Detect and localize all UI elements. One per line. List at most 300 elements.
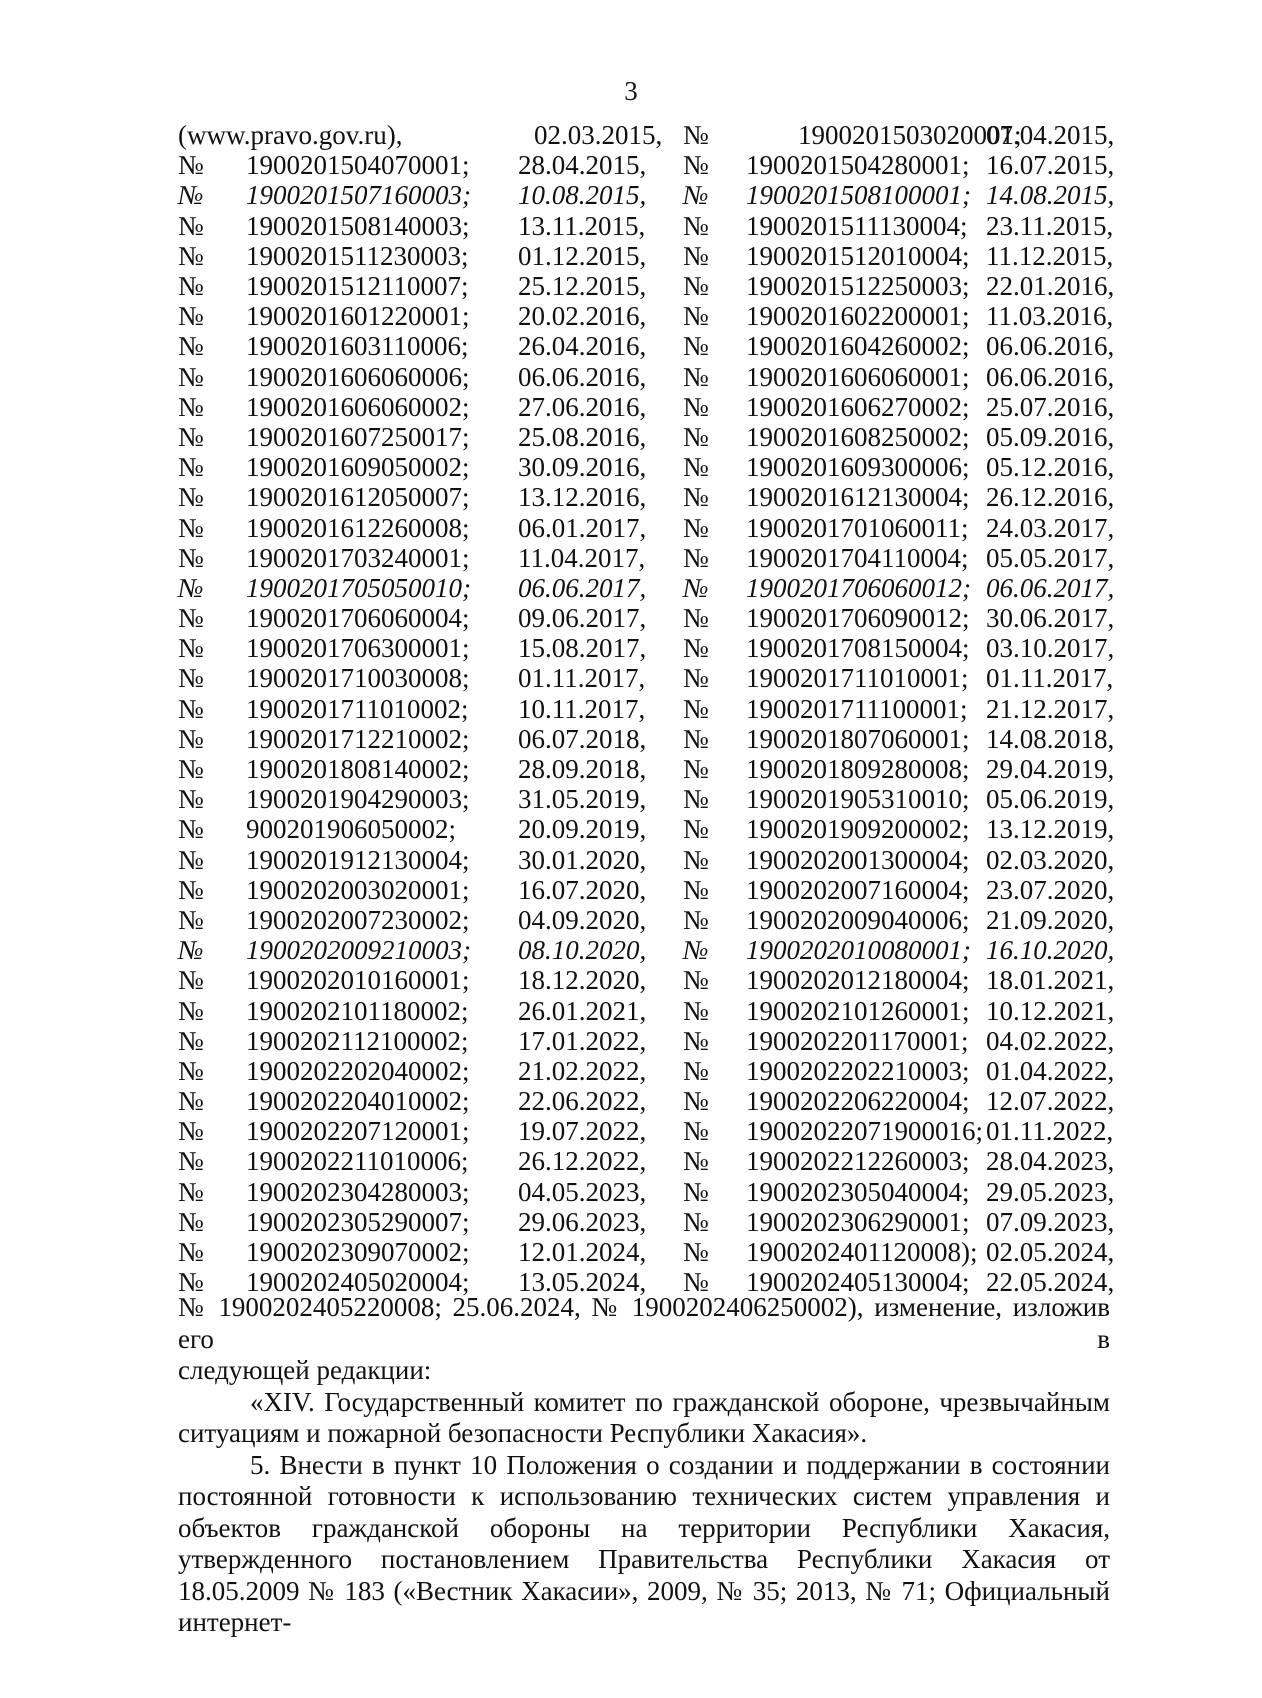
table-row <box>0 331 1200 361</box>
date-cell: 05.12.2016, <box>986 452 1115 483</box>
reg-number-cell: 1900201711100001; <box>746 693 968 724</box>
table-row <box>0 1177 1200 1207</box>
number-sign-cell: № <box>683 1116 709 1147</box>
margin-cell <box>1110 1267 1200 1297</box>
table-row <box>0 482 1200 512</box>
table-row <box>0 905 1200 935</box>
margin-cell <box>0 633 178 663</box>
table-row <box>0 211 1200 241</box>
margin-cell <box>1110 845 1200 875</box>
date-cell: 07.09.2023, <box>986 1206 1115 1237</box>
margin-cell <box>0 1177 178 1207</box>
date-cell: 10.08.2015, <box>518 180 647 211</box>
margin-cell <box>1110 1086 1200 1116</box>
date-cell: 15.08.2017, <box>518 633 647 664</box>
date-cell: 10.12.2021, <box>986 995 1115 1026</box>
number-sign-cell: № <box>178 421 204 452</box>
number-sign-cell: № <box>683 452 709 483</box>
reg-number-cell: 1900202101260001; <box>746 995 970 1026</box>
margin-cell <box>0 1056 178 1086</box>
date-cell: 05.09.2016, <box>986 421 1115 452</box>
margin-cell <box>0 331 178 361</box>
date-cell: 18.12.2020, <box>518 965 647 996</box>
date-cell: 01.11.2017, <box>986 663 1114 694</box>
margin-cell <box>0 995 178 1025</box>
reg-number-cell: 1900201712210002; <box>246 723 470 754</box>
margin-cell <box>1110 512 1200 542</box>
margin-cell <box>1110 1177 1200 1207</box>
reg-number-cell: 1900202202040002; <box>246 1055 470 1086</box>
date-cell: 01.12.2015, <box>518 240 647 271</box>
date-cell: 26.04.2016, <box>518 331 647 362</box>
number-sign-cell: № <box>178 935 204 966</box>
margin-cell <box>0 392 178 422</box>
number-sign-cell: № <box>178 180 204 211</box>
date-cell: 06.06.2016, <box>986 361 1115 392</box>
date-cell: 10.11.2017, <box>518 693 646 724</box>
reg-number-cell: 1900201507160003; <box>246 180 471 211</box>
reg-number-cell: 1900201603110006; <box>246 331 469 362</box>
reg-number-cell: 1900201909200002; <box>746 814 970 845</box>
margin-cell <box>0 1267 178 1297</box>
reg-number-cell: 1900202101180002; <box>246 995 469 1026</box>
table-row <box>0 1026 1200 1056</box>
reg-number-cell: 1900202405020004; <box>246 1267 470 1298</box>
margin-cell <box>0 1086 178 1116</box>
date-cell: 25.12.2015, <box>518 271 647 302</box>
number-sign-cell: № <box>178 361 204 392</box>
reg-number-cell: 1900201706060012; <box>746 572 971 603</box>
reg-number-cell: 1900201612130004; <box>746 482 970 513</box>
margin-cell <box>1110 482 1200 512</box>
number-sign-cell: № <box>683 120 709 151</box>
date-cell: 14.08.2015, <box>986 180 1115 211</box>
table-row <box>0 241 1200 271</box>
number-sign-cell: № <box>683 723 709 754</box>
date-cell: 02.03.2020, <box>986 844 1115 875</box>
reg-number-cell: 1900201607250017; <box>246 421 470 452</box>
date-cell: 30.01.2020, <box>518 844 647 875</box>
date-cell: 21.09.2020, <box>986 904 1115 935</box>
date-cell: 26.12.2022, <box>518 1146 647 1177</box>
date-cell: 05.05.2017, <box>986 542 1115 573</box>
reg-number-cell: 1900202202210003; <box>746 1055 970 1086</box>
reg-number-cell: 1900201503020001; <box>798 120 1022 151</box>
date-cell: 31.05.2019, <box>518 784 647 815</box>
text-line: № 1900202405220008; 25.06.2024, № 1900202406250002), изменение, изложив его в <box>178 1292 1110 1354</box>
table-row <box>0 392 1200 422</box>
reg-number-cell: 1900201608250002; <box>746 421 970 452</box>
date-cell: 30.06.2017, <box>986 603 1115 634</box>
registration-numbers-table <box>0 120 1200 1297</box>
number-sign-cell: № <box>178 512 204 543</box>
date-cell: 06.06.2017, <box>518 572 647 603</box>
margin-cell <box>1110 633 1200 663</box>
reg-number-cell: 1900201703240001; <box>246 542 470 573</box>
margin-cell <box>0 452 178 482</box>
table-row <box>0 845 1200 875</box>
number-sign-cell: № <box>683 1176 709 1207</box>
margin-cell <box>0 1237 178 1267</box>
margin-cell <box>1110 543 1200 573</box>
date-cell: 28.04.2015, <box>518 150 647 181</box>
table-row <box>0 1056 1200 1086</box>
number-sign-cell: № <box>683 935 709 966</box>
number-sign-cell: № <box>683 1206 709 1237</box>
margin-cell <box>1110 362 1200 392</box>
reg-number-cell: 1900202007160004; <box>746 874 970 905</box>
margin-cell <box>1110 452 1200 482</box>
reg-number-cell: 1900202112100002; <box>246 1025 469 1056</box>
margin-cell <box>0 150 178 180</box>
reg-number-cell: 1900201606270002; <box>746 391 970 422</box>
date-cell: 22.05.2024, <box>986 1267 1115 1298</box>
number-sign-cell: № <box>683 150 709 181</box>
margin-cell <box>1110 965 1200 995</box>
table-row <box>0 935 1200 965</box>
number-sign-cell: № <box>178 995 204 1026</box>
margin-cell <box>0 935 178 965</box>
margin-cell <box>1110 271 1200 301</box>
date-cell: 06.01.2017, <box>518 512 647 543</box>
reg-number-cell: 1900201511130004; <box>746 210 968 241</box>
number-sign-cell: № <box>683 603 709 634</box>
reg-number-cell: 1900201705050010; <box>246 572 471 603</box>
reg-number-cell: 1900202212260003; <box>746 1146 970 1177</box>
date-cell: 07.04.2015, <box>986 120 1115 151</box>
number-sign-cell: № <box>178 814 204 845</box>
reg-number-cell: 1900202206220004; <box>746 1086 970 1117</box>
reg-number-cell: 1900202211010006; <box>246 1146 469 1177</box>
margin-cell <box>0 814 178 844</box>
date-cell: 14.08.2018, <box>986 723 1115 754</box>
margin-cell <box>0 754 178 784</box>
number-sign-cell: № <box>178 874 204 905</box>
date-cell: 03.10.2017, <box>986 633 1115 664</box>
reg-number-cell: 900201906050002; <box>246 814 457 845</box>
reg-number-cell: 1900202009210003; <box>246 935 471 966</box>
table-row <box>0 452 1200 482</box>
reg-number-cell: 1900201704110004; <box>746 542 969 573</box>
number-sign-cell: № <box>178 1025 204 1056</box>
reg-number-cell: 1900201706300001; <box>246 633 470 664</box>
table-row <box>0 301 1200 331</box>
reg-number-cell: 1900201601220001; <box>246 301 470 332</box>
number-sign-cell: № <box>683 1025 709 1056</box>
number-sign-cell: № <box>683 965 709 996</box>
date-cell: 26.12.2016, <box>986 482 1115 513</box>
table-row <box>0 573 1200 603</box>
number-sign-cell: № <box>178 965 204 996</box>
date-cell: 29.06.2023, <box>518 1206 647 1237</box>
margin-cell <box>0 573 178 603</box>
date-cell: 28.04.2023, <box>986 1146 1115 1177</box>
number-sign-cell: № <box>683 814 709 845</box>
reg-number-cell: 1900201609300006; <box>746 452 970 483</box>
number-sign-cell: № <box>683 240 709 271</box>
source-cell: (www.pravo.gov.ru), <box>178 120 403 151</box>
date-cell: 30.09.2016, <box>518 452 647 483</box>
margin-cell <box>1110 1116 1200 1146</box>
number-sign-cell: № <box>683 512 709 543</box>
number-sign-cell: № <box>178 1237 204 1268</box>
date-cell: 22.01.2016, <box>986 271 1115 302</box>
date-cell: 17.01.2022, <box>518 1025 647 1056</box>
reg-number-cell: 1900202204010002; <box>246 1086 470 1117</box>
date-cell: 29.04.2019, <box>986 754 1115 785</box>
number-sign-cell: № <box>683 271 709 302</box>
number-sign-cell: № <box>178 723 204 754</box>
reg-number-cell: 1900201602200001; <box>746 301 970 332</box>
reg-number-cell: 1900202001300004; <box>746 844 970 875</box>
date-cell: 22.06.2022, <box>518 1086 647 1117</box>
table-row <box>0 1237 1200 1267</box>
table-row <box>0 150 1200 180</box>
date-cell: 13.12.2016, <box>518 482 647 513</box>
paragraph-5: 5. Внести в пункт 10 Положения о создании и поддержании в состоянии постоянной готовности к использованию технических систем управления и объектов гражданской обороны на территории Республики Хакасия, утвержденного постановлением Правительства Республики Хакасия от 18.05.2009 № 183 («Вестник Хакасии», 2009, № 35; 2013, № 71; Официальный интернет- <box>178 1449 1110 1637</box>
text-line: следующей редакции: <box>178 1355 432 1385</box>
reg-number-cell: 1900202003020001; <box>246 874 470 905</box>
date-cell: 16.07.2020, <box>518 874 647 905</box>
number-sign-cell: № <box>178 754 204 785</box>
margin-cell <box>0 512 178 542</box>
margin-cell <box>1110 1056 1200 1086</box>
date-cell: 01.04.2022, <box>986 1055 1115 1086</box>
number-sign-cell: № <box>178 391 204 422</box>
number-sign-cell: № <box>683 1055 709 1086</box>
number-sign-cell: № <box>683 542 709 573</box>
table-row <box>0 603 1200 633</box>
number-sign-cell: № <box>683 995 709 1026</box>
table-row-first <box>0 120 1200 150</box>
date-cell: 06.07.2018, <box>518 723 647 754</box>
reg-number-cell: 1900201512010004; <box>746 240 970 271</box>
date-cell: 04.09.2020, <box>518 904 647 935</box>
number-sign-cell: № <box>683 1237 709 1268</box>
date-cell: 02.03.2015, <box>534 120 663 151</box>
margin-cell <box>0 1026 178 1056</box>
number-sign-cell: № <box>683 210 709 241</box>
reg-number-cell: 1900202304280003; <box>246 1176 470 1207</box>
date-cell: 06.06.2016, <box>518 361 647 392</box>
table-row <box>0 362 1200 392</box>
reg-number-cell: 1900202010080001; <box>746 935 971 966</box>
number-sign-cell: № <box>178 1146 204 1177</box>
number-sign-cell: № <box>178 633 204 664</box>
number-sign-cell: № <box>683 693 709 724</box>
date-cell: 20.02.2016, <box>518 301 647 332</box>
number-sign-cell: № <box>178 331 204 362</box>
date-cell: 04.02.2022, <box>986 1025 1115 1056</box>
margin-cell <box>1110 301 1200 331</box>
number-sign-cell: № <box>178 1206 204 1237</box>
number-sign-cell: № <box>178 784 204 815</box>
margin-cell <box>1110 422 1200 452</box>
margin-cell <box>1110 905 1200 935</box>
number-sign-cell: № <box>683 633 709 664</box>
number-sign-cell: № <box>683 1146 709 1177</box>
date-cell: 29.05.2023, <box>986 1176 1115 1207</box>
date-cell: 25.07.2016, <box>986 391 1115 422</box>
date-cell: 24.03.2017, <box>986 512 1115 543</box>
margin-cell <box>1110 724 1200 754</box>
date-cell: 01.11.2022, <box>986 1116 1114 1147</box>
margin-cell <box>1110 1026 1200 1056</box>
number-sign-cell: № <box>683 391 709 422</box>
reg-number-cell: 1900201706060004; <box>246 603 470 634</box>
margin-cell <box>1110 241 1200 271</box>
date-cell: 28.09.2018, <box>518 754 647 785</box>
date-cell: 25.08.2016, <box>518 421 647 452</box>
margin-cell <box>1110 784 1200 814</box>
reg-number-cell: 1900201912130004; <box>246 844 470 875</box>
reg-number-cell: 1900201508100001; <box>746 180 971 211</box>
number-sign-cell: № <box>178 1055 204 1086</box>
number-sign-cell: № <box>178 1086 204 1117</box>
reg-number-cell: 1900201807060001; <box>746 723 970 754</box>
table-row <box>0 814 1200 844</box>
table-row <box>0 724 1200 754</box>
margin-cell <box>0 965 178 995</box>
number-sign-cell: № <box>683 180 709 211</box>
margin-cell <box>0 211 178 241</box>
reg-number-cell: 1900201508140003; <box>246 210 470 241</box>
number-sign-cell: № <box>683 482 709 513</box>
date-cell: 01.11.2017, <box>518 663 646 694</box>
table-row <box>0 663 1200 693</box>
date-cell: 27.06.2016, <box>518 391 647 422</box>
margin-cell <box>0 724 178 754</box>
number-sign-cell: № <box>683 421 709 452</box>
date-cell: 09.06.2017, <box>518 603 647 634</box>
reg-number-cell: 1900201504280001; <box>746 150 970 181</box>
table-row <box>0 1116 1200 1146</box>
reg-number-cell: 1900201606060001; <box>746 361 970 392</box>
number-sign-cell: № <box>683 331 709 362</box>
table-row <box>0 1086 1200 1116</box>
margin-cell <box>0 845 178 875</box>
reg-number-cell: 19002022071900016; <box>746 1116 984 1147</box>
date-cell: 02.05.2024, <box>986 1237 1115 1268</box>
reg-number-cell: 1900201504070001; <box>246 150 470 181</box>
date-cell: 12.01.2024, <box>518 1237 647 1268</box>
date-cell: 04.05.2023, <box>518 1176 647 1207</box>
number-sign-cell: № <box>683 784 709 815</box>
margin-cell <box>1110 1207 1200 1237</box>
reg-number-cell: 1900201511230003; <box>246 240 469 271</box>
margin-cell <box>1110 603 1200 633</box>
date-cell: 12.07.2022, <box>986 1086 1115 1117</box>
number-sign-cell: № <box>683 301 709 332</box>
quoted-section-title: «XIV. Государственный комитет по гражданской обороне, чрезвычайным ситуациям и пожарной безопасности Республики Хакасия». <box>178 1386 1110 1448</box>
number-sign-cell: № <box>178 240 204 271</box>
number-sign-cell: № <box>683 361 709 392</box>
margin-cell <box>1110 573 1200 603</box>
number-sign-cell: № <box>683 844 709 875</box>
table-row <box>0 995 1200 1025</box>
table-row <box>0 784 1200 814</box>
number-sign-cell: № <box>178 904 204 935</box>
reg-number-cell: 1900201905310010; <box>746 784 970 815</box>
date-cell: 08.10.2020, <box>518 935 647 966</box>
reg-number-cell: 1900201612050007; <box>246 482 470 513</box>
margin-cell <box>0 543 178 573</box>
table-row <box>0 422 1200 452</box>
date-cell: 13.12.2019, <box>986 814 1115 845</box>
reg-number-cell: 1900201711010002; <box>246 693 469 724</box>
reg-number-cell: 1900201609050002; <box>246 452 470 483</box>
date-cell: 21.12.2017, <box>986 693 1115 724</box>
margin-cell <box>0 1116 178 1146</box>
date-cell: 21.02.2022, <box>518 1055 647 1086</box>
date-cell: 16.07.2015, <box>986 150 1115 181</box>
date-cell: 13.05.2024, <box>518 1267 647 1298</box>
date-cell: 16.10.2020, <box>986 935 1115 966</box>
margin-cell <box>1110 392 1200 422</box>
number-sign-cell: № <box>178 452 204 483</box>
number-sign-cell: № <box>178 844 204 875</box>
margin-cell <box>1110 995 1200 1025</box>
margin-cell <box>1110 180 1200 210</box>
number-sign-cell: № <box>683 904 709 935</box>
number-sign-cell: № <box>178 603 204 634</box>
reg-number-cell: 1900202009040006; <box>746 904 970 935</box>
body-text <box>178 1292 1110 1639</box>
margin-cell <box>1110 935 1200 965</box>
date-cell: 11.04.2017, <box>518 542 646 573</box>
date-cell: 20.09.2019, <box>518 814 647 845</box>
reg-number-cell: 1900201708150004; <box>746 633 970 664</box>
date-cell: 23.07.2020, <box>986 874 1115 905</box>
number-sign-cell: № <box>178 542 204 573</box>
margin-cell <box>0 241 178 271</box>
table-row <box>0 1146 1200 1176</box>
reg-number-cell: 1900201711010001; <box>746 663 969 694</box>
number-sign-cell: № <box>683 663 709 694</box>
number-sign-cell: № <box>683 1267 709 1298</box>
table-row <box>0 1207 1200 1237</box>
reg-number-cell: 1900202201170001; <box>746 1025 969 1056</box>
reg-number-cell: 1900202306290001; <box>746 1206 970 1237</box>
table-row <box>0 271 1200 301</box>
reg-number-cell: 1900201706090012; <box>746 603 970 634</box>
number-sign-cell: № <box>178 1176 204 1207</box>
table-row <box>0 965 1200 995</box>
reg-number-cell: 1900202012180004; <box>746 965 970 996</box>
date-cell: 18.01.2021, <box>986 965 1115 996</box>
margin-cell <box>1110 1146 1200 1176</box>
margin-cell <box>0 422 178 452</box>
number-sign-cell: № <box>178 271 204 302</box>
reg-number-cell: 1900202010160001; <box>246 965 470 996</box>
margin-cell <box>1110 754 1200 784</box>
reg-number-cell: 1900202305040004; <box>746 1176 970 1207</box>
date-cell: 19.07.2022, <box>518 1116 647 1147</box>
table-row <box>0 180 1200 210</box>
number-sign-cell: № <box>683 1086 709 1117</box>
date-cell: 05.06.2019, <box>986 784 1115 815</box>
reg-number-cell: 1900201904290003; <box>246 784 470 815</box>
margin-cell <box>0 301 178 331</box>
margin-cell <box>1110 211 1200 241</box>
reg-number-cell: 1900202309070002; <box>246 1237 470 1268</box>
date-cell: 26.01.2021, <box>518 995 647 1026</box>
margin-cell <box>0 1146 178 1176</box>
table-row <box>0 754 1200 784</box>
margin-cell <box>1110 663 1200 693</box>
reg-number-cell: 1900201606060002; <box>246 391 470 422</box>
reg-number-cell: 1900201710030008; <box>246 663 470 694</box>
